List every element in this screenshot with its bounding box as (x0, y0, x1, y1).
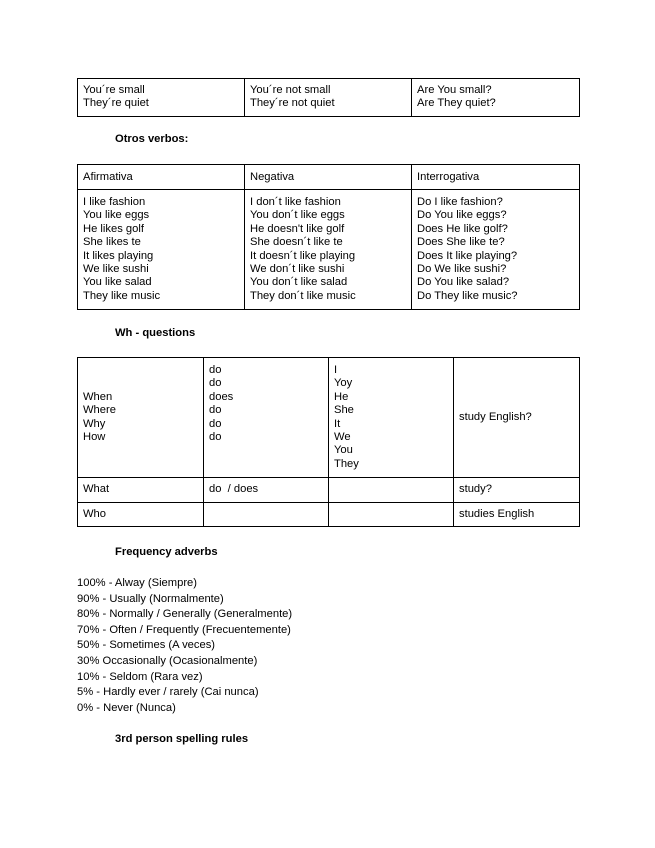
frequency-item: 0% - Never (Nunca) (77, 701, 176, 714)
negative-line: We don´t like sushi (250, 263, 345, 276)
affirmative-line: It likes playing (83, 249, 154, 262)
to-be-table (77, 78, 580, 117)
table-header-row (78, 165, 580, 190)
affirmative-line: She likes te (83, 236, 141, 249)
auxiliary-word: do (209, 417, 222, 430)
wh-word-what: What (78, 478, 204, 503)
affirmative-cell (78, 79, 245, 117)
negative-line: I don´t like fashion (250, 196, 341, 208)
heading-otros-verbos: Otros verbos: (115, 133, 189, 145)
cell-text: They´re not quiet (250, 97, 335, 110)
wh-questions-table (77, 357, 580, 527)
other-verbs-table (77, 164, 580, 310)
wh-word: Where (83, 404, 116, 417)
cell-text: You´re small (83, 84, 145, 96)
cell-lines (250, 84, 406, 111)
interrogative-line: Do You like salad? (417, 276, 510, 289)
subject-pronoun: Yoy (334, 377, 353, 390)
heading-wh-questions: Wh - questions (115, 327, 196, 339)
subject-cell (329, 478, 454, 503)
table-row (78, 358, 580, 478)
frequency-item: 70% - Often / Frequently (Frecuentemente) (77, 623, 291, 636)
subject-cell (329, 503, 454, 527)
heading-frequency-adverbs: Frequency adverbs (115, 546, 218, 558)
cell-lines (417, 84, 574, 111)
verb-cell: studies English (454, 503, 580, 527)
wh-word: When (83, 390, 113, 403)
interrogative-line: Does She like te? (417, 236, 505, 249)
wh-word-who: Who (78, 503, 204, 527)
subject-pronoun: She (334, 404, 354, 417)
interrogative-cell (412, 79, 580, 117)
header-negative: Negativa (245, 165, 412, 190)
frequency-list (77, 576, 292, 716)
affirmative-line: He likes golf (83, 222, 144, 235)
interrogative-line: Do I like fashion? (417, 196, 503, 208)
frequency-item: 5% - Hardly ever / rarely (Cai nunca) (77, 686, 259, 699)
negative-line: You don´t like eggs (250, 209, 345, 222)
negative-line: He doesn't like golf (250, 222, 345, 235)
negative-line: She doesn´t like te (250, 236, 343, 249)
interrogative-line: Do You like eggs? (417, 209, 507, 222)
interrogative-line: Do We like sushi? (417, 263, 507, 276)
auxiliary-word: do (209, 404, 222, 417)
auxiliary-cell: do / does (204, 478, 329, 503)
frequency-item: 10% - Seldom (Rara vez) (77, 670, 203, 683)
subject-pronoun: It (334, 417, 341, 430)
negative-line: They don´t like music (250, 289, 356, 302)
heading-spelling-rules: 3rd person spelling rules (115, 733, 249, 745)
cell-lines (334, 364, 448, 471)
auxiliary-cell (204, 503, 329, 527)
cell-lines (83, 84, 239, 111)
table-row (78, 79, 580, 117)
cell-lines (83, 196, 239, 303)
affirmative-line: You like salad (83, 276, 152, 289)
header-interrogative: Interrogativa (412, 165, 580, 190)
interrogative-line: Does It like playing? (417, 249, 518, 262)
subject-pronoun: We (334, 431, 351, 444)
interrogative-line: Do They like music? (417, 289, 518, 302)
wh-word: How (83, 430, 106, 443)
affirmative-line: I like fashion (83, 196, 146, 208)
interrogative-list (412, 190, 580, 310)
header-affirmative: Afirmativa (78, 165, 245, 190)
cell-lines (417, 196, 574, 303)
auxiliary-word: do (209, 431, 222, 444)
cell-text: They´re quiet (83, 97, 149, 110)
negative-list (245, 190, 412, 310)
frequency-item: 100% - Alway (Siempre) (77, 577, 197, 589)
auxiliary-word: do (209, 364, 222, 376)
auxiliary-cell (204, 358, 329, 478)
table-row (78, 190, 580, 310)
cell-lines (209, 364, 323, 444)
frequency-item: 80% - Normally / Generally (Generalmente) (77, 608, 293, 621)
affirmative-list (78, 190, 245, 310)
subject-pronoun: You (334, 444, 353, 457)
subject-pronoun: He (334, 390, 349, 403)
cell-text: Are You small? (417, 84, 492, 96)
negative-cell (245, 79, 412, 117)
cell-text: Are They quiet? (417, 97, 496, 110)
interrogative-line: Does He like golf? (417, 222, 508, 235)
affirmative-line: They like music (83, 289, 161, 302)
cell-lines (83, 391, 198, 445)
auxiliary-word: do (209, 377, 222, 390)
affirmative-line: We like sushi (83, 263, 149, 276)
frequency-item: 90% - Usually (Normalmente) (77, 592, 224, 605)
verb-cell: study? (454, 478, 580, 503)
wh-words-cell (78, 358, 204, 478)
cell-lines (250, 196, 406, 303)
cell-text: You´re not small (250, 84, 331, 96)
subjects-cell (329, 358, 454, 478)
subject-pronoun: They (334, 457, 359, 470)
negative-line: You don´t like salad (250, 276, 348, 289)
affirmative-line: You like eggs (83, 209, 150, 222)
table-row (78, 503, 580, 527)
wh-word: Why (83, 417, 106, 430)
auxiliary-word: does (209, 390, 234, 403)
verb-cell: study English? (454, 358, 580, 478)
subject-pronoun: I (334, 364, 338, 376)
negative-line: It doesn´t like playing (250, 249, 356, 262)
table-row (78, 478, 580, 503)
frequency-item: 50% - Sometimes (A veces) (77, 639, 216, 652)
frequency-item: 30% Occasionally (Ocasionalmente) (77, 654, 258, 667)
